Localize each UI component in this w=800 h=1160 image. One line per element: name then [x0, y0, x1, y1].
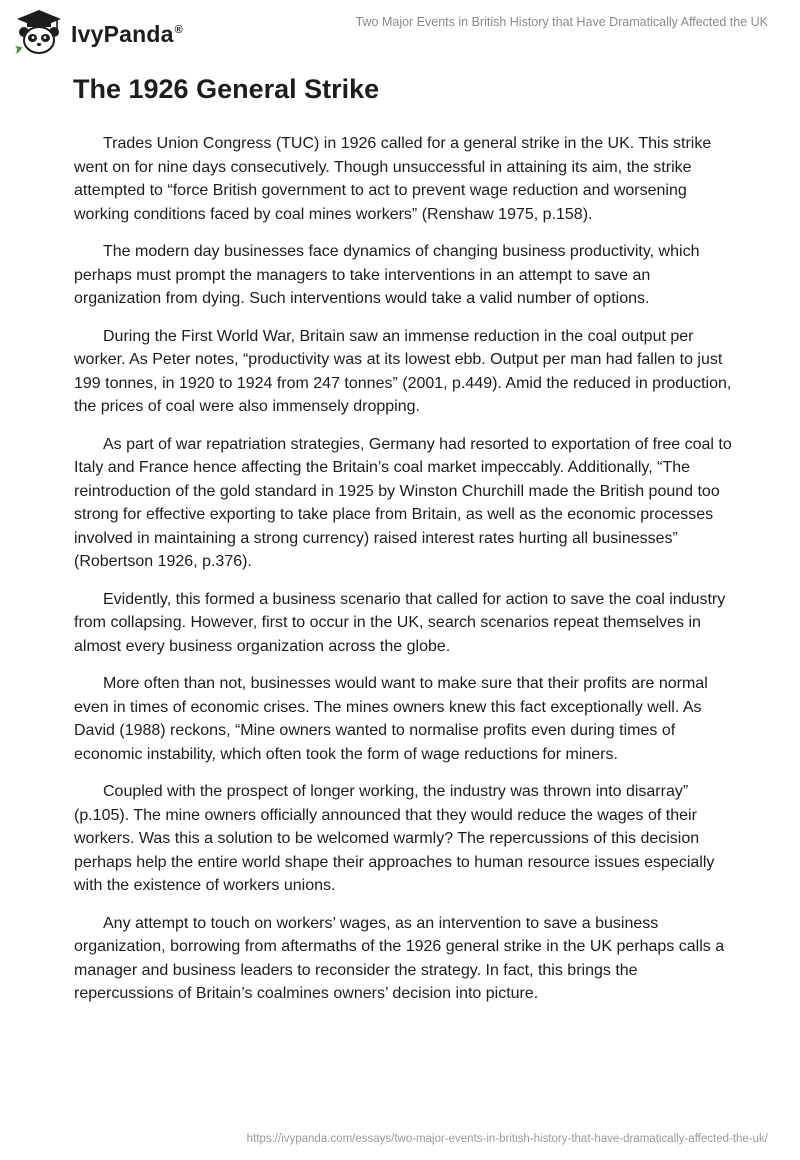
section-heading: The 1926 General Strike: [73, 74, 380, 104]
paragraph: The modern day businesses face dynamics of changing business productivity, which perhaps must prompt the managers to take interventions in an attempt to save an organization from dying. Such interventions would take a valid number of options.: [74, 243, 700, 307]
article-body: [74, 132, 734, 1020]
paragraph: Trades Union Congress (TUC) in 1926 called for a general strike in the UK. This strike went on for nine days consecutively. Though unsuccessful in attaining its aim, the strike attempted to “force British government to act to prevent wage reduction and worsening working conditions faced by coal mines workers” (Renshaw 1975, p.158).: [74, 135, 712, 223]
paragraph: Coupled with the prospect of longer working, the industry was thrown into disarray” (p.105). The mine owners officially announced that they would reduce the wages of their workers. Was this a solution to be welcomed warmly? The repercussions of this decision perhaps help the entire world shape their approaches to human resource issues especially with the existence of workers unions.: [74, 783, 715, 894]
panda-graduate-icon: [13, 8, 65, 56]
paragraph: Evidently, this formed a business scenario that called for action to save the coal industry from collapsing. However, first to occur in the UK, search scenarios repeat themselves in almost every business organization across the globe.: [74, 590, 726, 655]
brand-name: IvyPanda®: [71, 20, 183, 47]
document-title: Two Major Events in British History that Have Dramatically Affected the UK: [355, 15, 768, 29]
paragraph: More often than not, businesses would want to make sure that their profits are normal even in times of economic crises. The mines owners knew this fact exceptionally well. As David (1988) reckons, “Mine owners wanted to normalise profits even during times of economic instability, which often took the form of wage reductions for miners.: [74, 675, 708, 763]
paragraph: Any attempt to touch on workers’ wages, as an intervention to save a business organization, borrowing from aftermaths of the 1926 general strike in the UK perhaps calls a manager and business leaders to reconsider the strategy. In fact, this brings the repercussions of Britain’s coalmines owners’ decision into picture.: [74, 914, 725, 1002]
page-header: [0, 0, 800, 60]
source-url-link[interactable]: https://ivypanda.com/essays/two-major-events-in-british-history-that-have-dramatically-affected-the-uk/: [246, 1133, 768, 1145]
paragraph: During the First World War, Britain saw an immense reduction in the coal output per worker. As Peter notes, “productivity was at its lowest ebb. Output per man had fallen to just 199 tonnes, in 1920 to 1924 from 247 tonnes” (2001, p.449). Amid the reduced in production, the prices of coal were also immensely dropping.: [74, 327, 732, 415]
paragraph: As part of war repatriation strategies, Germany had resorted to exportation of free coal to Italy and France hence affecting the Britain’s coal market impeccably. Additionally, “The reintroduction of the gold standard in 1925 by Winston Churchill made the British pound too strong for effective exporting to take place from Britain, as well as the economic processes involved in maintaining a strong currency) raised interest rates hurting all businesses” (Robertson 1926, p.376).: [74, 435, 732, 570]
brand-logo[interactable]: [13, 8, 183, 56]
